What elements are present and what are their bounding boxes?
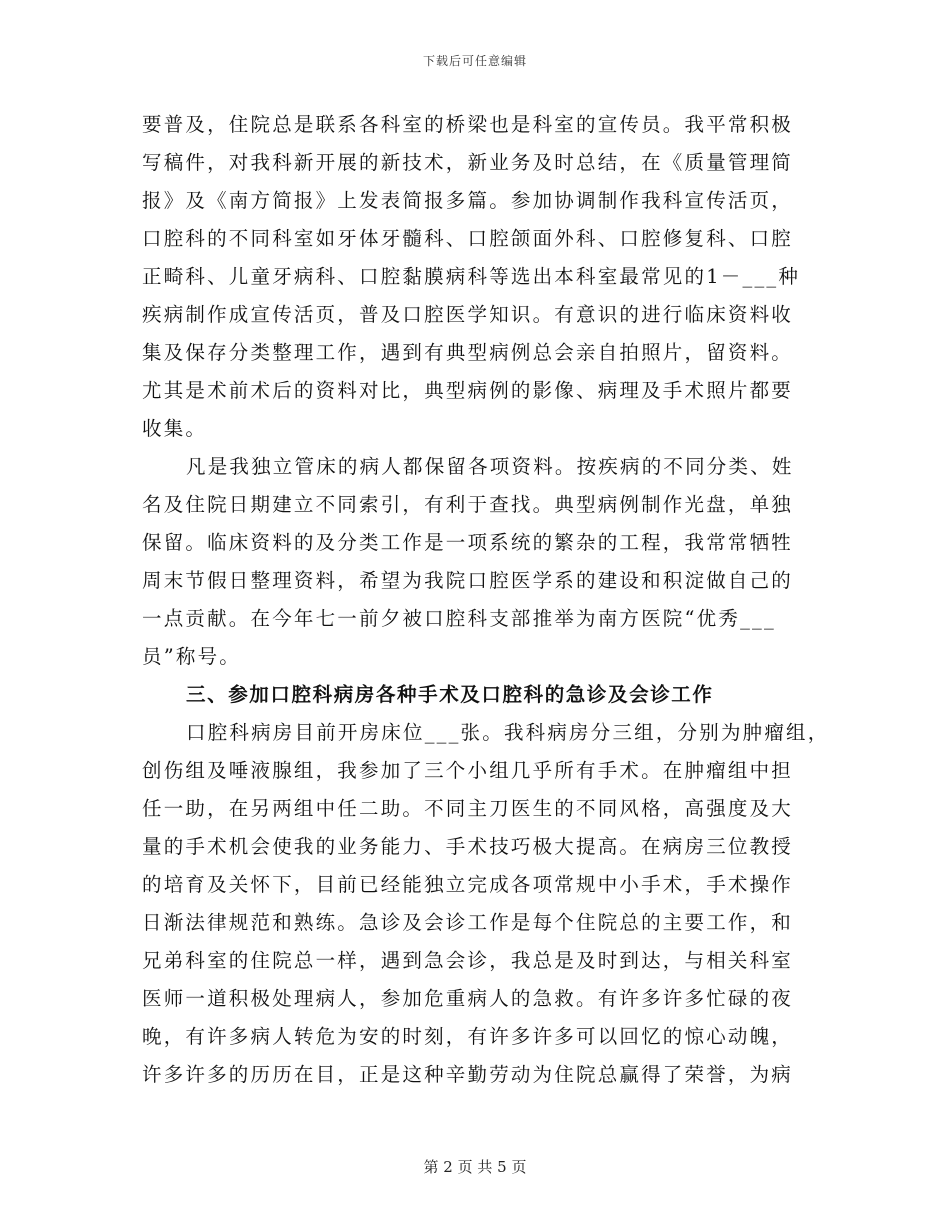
text-line: 周末节假日整理资料，希望为我院口腔医学系的建设和积淀做自己的 <box>142 569 794 592</box>
text-line: 量的手术机会使我的业务能力、手术技巧极大提高。在病房三位教授 <box>142 835 794 858</box>
document-body <box>142 106 830 1094</box>
text-line: 日渐法律规范和熟练。急诊及会诊工作是每个住院总的主要工作，和 <box>142 911 794 934</box>
text-line: 员”称号。 <box>142 645 241 668</box>
text-line: 疾病制作成宣传活页，普及口腔医学知识。有意识的进行临床资料收 <box>142 303 794 326</box>
text-line: 口腔科病房目前开房床位___张。我科病房分三组，分别为肿瘤组， <box>186 721 830 744</box>
paragraph <box>142 448 812 676</box>
text-line: 凡是我独立管床的病人都保留各项资料。按疾病的不同分类、姓 <box>186 455 794 478</box>
text-line: 要普及，住院总是联系各科室的桥梁也是科室的宣传员。我平常积极 <box>142 113 794 136</box>
text-line: 一点贡献。在今年七一前夕被口腔科支部推举为南方医院“优秀___ <box>142 607 776 630</box>
text-line: 任一助，在另两组中任二助。不同主刀医生的不同风格，高强度及大 <box>142 797 794 820</box>
text-line: 晚，有许多病人转危为安的时刻，有许多许多可以回忆的惊心动魄， <box>142 1025 794 1048</box>
paragraph <box>142 714 830 1094</box>
text-line: 保留。临床资料的及分类工作是一项系统的繁杂的工程，我常常牺牲 <box>142 531 794 554</box>
page-footer: 第 2 页 共 5 页 <box>423 1158 527 1176</box>
text-line: 正畸科、儿童牙病科、口腔黏膜病科等选出本科室最常见的1－___种 <box>142 265 801 288</box>
text-line: 写稿件，对我科新开展的新技术，新业务及时总结，在《质量管理简 <box>142 151 794 174</box>
text-line: 名及住院日期建立不同索引，有利于查找。典型病例制作光盘，单独 <box>142 493 794 516</box>
text-line: 许多许多的历历在目，正是这种辛勤劳动为住院总赢得了荣誉，为病 <box>142 1063 794 1086</box>
text-line: 集及保存分类整理工作，遇到有典型病例总会亲自拍照片，留资料。 <box>142 341 794 364</box>
text-line: 报》及《南方简报》上发表简报多篇。参加协调制作我科宣传活页， <box>142 189 794 212</box>
text-line: 收集。 <box>142 417 208 440</box>
page-header: 下载后可任意编辑 <box>422 54 527 68</box>
paragraph <box>142 106 812 448</box>
text-line: 的培育及关怀下，目前已经能独立完成各项常规中小手术，手术操作 <box>142 873 794 896</box>
text-line: 兄弟科室的住院总一样，遇到急会诊，我总是及时到达，与相关科室 <box>142 949 794 972</box>
text-line: 口腔科的不同科室如牙体牙髓科、口腔颌面外科、口腔修复科、口腔 <box>142 227 794 250</box>
text-line: 尤其是术前术后的资料对比，典型病例的影像、病理及手术照片都要 <box>142 379 794 402</box>
section-heading: 三、参加口腔科病房各种手术及口腔科的急诊及会诊工作 <box>186 683 714 706</box>
text-line: 医师一道积极处理病人，参加危重病人的急救。有许多许多忙碌的夜 <box>142 987 794 1010</box>
text-line: 创伤组及唾液腺组，我参加了三个小组几乎所有手术。在肿瘤组中担 <box>142 759 794 782</box>
